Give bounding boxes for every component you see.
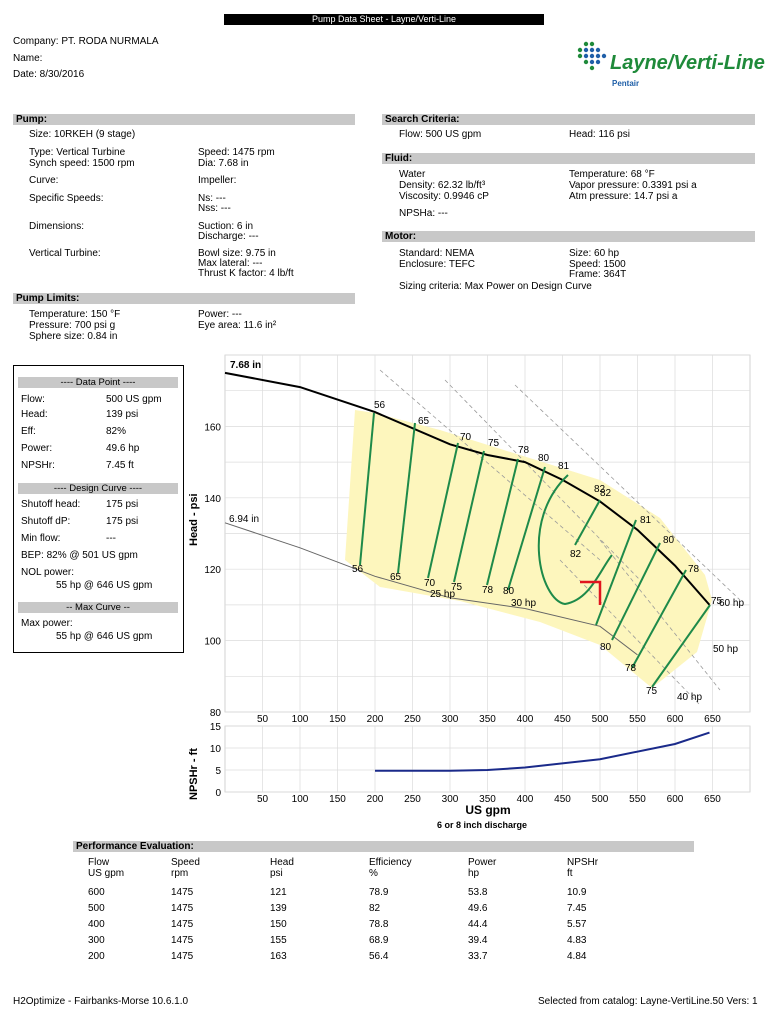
cell-npshr: 5.57 [567,919,587,930]
fluid-density: Density: 62.32 lb/ft³ [399,180,486,191]
cell-npshr: 7.45 [567,903,587,914]
cell-power: 49.6 [468,903,488,914]
limits-section-heading: Pump Limits: [13,293,355,304]
eff-label-top: 82 [594,484,606,495]
limits-pressure: Pressure: 700 psi g [29,320,116,331]
head-x-tick-label: 50 [256,714,269,725]
npsh-y-tick-label: 5 [215,766,221,777]
dp-npshr-label: NPSHr: [21,460,55,471]
cell-head: 163 [270,951,287,962]
cell-npshr: 4.84 [567,951,587,962]
npsh-x-tick-label: 550 [629,794,646,805]
head-y-tick-label: 80 [209,708,221,719]
eff-label-bottom: 78 [482,585,494,596]
col-head-header: Head psi [270,857,294,879]
eff-label-top: 80 [663,535,675,546]
npsh-x-tick-label: 150 [329,794,346,805]
performance-table [88,857,647,967]
flow-axis-title: US gpm [465,803,511,817]
eff-label-top: 81 [640,515,652,526]
power-label-40: 40 hp [677,692,703,703]
col-npshr-header: NPSHr ft [567,857,599,879]
dp-power-value: 49.6 hp [106,443,140,454]
cell-efficiency: 78.9 [369,887,389,898]
cell-head: 150 [270,919,287,930]
max-power-value: 55 hp @ 646 US gpm [56,631,153,642]
head-x-tick-label: 100 [291,714,309,725]
cell-efficiency: 78.8 [369,919,389,930]
dp-flow-value: 500 US gpm [106,394,162,405]
pump-curve-label: Curve: [29,175,59,186]
npsh-chart-grid [225,726,750,792]
npsh-y-tick-label: 10 [209,744,221,755]
dc-nol-value: 55 hp @ 646 US gpm [56,580,153,591]
design-curve-heading: ---- Design Curve ---- [18,483,178,494]
dp-eff-label: Eff: [21,426,36,437]
power-label-50: 50 hp [713,644,739,655]
motor-sizing: Sizing criteria: Max Power on Design Curve [399,281,592,292]
dc-shutoff-head-label: Shutoff head: [21,499,81,510]
eff-label-top: 78 [518,445,530,456]
head-x-tick-label: 650 [704,714,721,725]
search-flow: Flow: 500 US gpm [399,129,482,140]
pump-thrust: Thrust K factor: 4 lb/ft [198,268,294,279]
cell-head: 121 [270,887,287,898]
eff-label-bottom: 70 [424,578,436,589]
motor-size: Size: 60 hp [569,248,620,259]
company-label: Company: PT. RODA NURMALA [13,36,159,47]
logo-brand: Layne/Verti-Line [610,52,765,74]
eff-label-top: 65 [418,416,430,427]
head-x-tick-label: 350 [479,714,496,725]
fluid-viscosity: Viscosity: 0.9946 cP [399,191,489,202]
fluid-npsha: NPSHa: --- [399,208,448,219]
head-x-tick-label: 150 [329,714,346,725]
motor-frame: Frame: 364T [569,269,627,280]
pump-suction: Suction: 6 in [198,221,254,232]
eff-label-top: 82 [600,488,612,499]
cell-flow: 300 [88,935,105,946]
pump-bowl-size: Bowl size: 9.75 in [198,248,276,259]
dc-min-flow-label: Min flow: [21,533,61,544]
head-x-tick-label: 200 [366,714,384,725]
pump-dia: Dia: 7.68 in [198,158,249,169]
cell-speed: 1475 [171,903,194,914]
eff-label-top: 78 [688,564,700,575]
dc-shutoff-dp-value: 175 psi [106,516,139,527]
fluid-temperature: Temperature: 68 °F [569,169,655,180]
eff-label-bottom: 56 [352,564,364,575]
cell-flow: 600 [88,887,105,898]
pump-dimensions: Dimensions: [29,221,85,232]
fluid-vapor-pressure: Vapor pressure: 0.3391 psi a [569,180,697,191]
footer-right: Selected from catalog: Layne-VertiLine.50 Vers: 1 [538,996,758,1007]
table-row [88,903,647,919]
npsh-x-tick-label: 200 [366,794,384,805]
head-x-tick-label: 500 [591,714,609,725]
head-x-tick-label: 600 [666,714,684,725]
page-title: Pump Data Sheet - Layne/Verti-Line [224,14,544,25]
head-y-tick-label: 160 [204,422,221,434]
cell-speed: 1475 [171,935,194,946]
eff-label-bottom: 82 [570,549,582,560]
col-flow-header: Flow US gpm [88,857,125,879]
performance-heading: Performance Evaluation: [73,841,694,852]
pump-section-heading: Pump: [13,114,355,125]
eff-label-top: 75 [488,438,500,449]
dc-bep: BEP: 82% @ 501 US gpm [21,550,138,561]
eff-label-bottom: 80 [503,586,515,597]
fluid-atm-pressure: Atm pressure: 14.7 psi a [569,191,678,202]
cell-power: 53.8 [468,887,488,898]
dc-nol-label: NOL power: [21,567,74,578]
eff-label-top: 80 [538,453,550,464]
eff-label-bottom: 75 [451,582,463,593]
npsh-x-tick-label: 450 [554,794,571,805]
head-y-tick-label: 140 [204,493,221,505]
search-section-heading: Search Criteria: [382,114,755,125]
motor-section-heading: Motor: [382,231,755,242]
eff-label-bottom: 78 [625,663,637,674]
limits-eye-area: Eye area: 11.6 in² [198,320,277,331]
table-row [88,951,647,967]
power-label-25: 25 hp [430,589,456,600]
npsh-y-tick-label: 0 [215,788,221,799]
cell-flow: 200 [88,951,105,962]
cell-speed: 1475 [171,887,194,898]
npsh-axis-title: NPSHr - ft [188,748,200,800]
fluid-water: Water [399,169,426,180]
table-row [88,919,647,935]
max-power-label: Max power: [21,618,73,629]
discharge-note: 6 or 8 inch discharge [436,820,528,830]
cell-speed: 1475 [171,919,194,930]
cell-speed: 1475 [171,951,194,962]
table-row [88,935,647,951]
npsh-curve [375,733,710,771]
dp-head-label: Head: [21,409,48,420]
motor-standard: Standard: NEMA [399,248,475,259]
fluid-section-heading: Fluid: [382,153,755,164]
cell-head: 155 [270,935,287,946]
npsh-x-tick-label: 50 [256,794,269,805]
cell-efficiency: 82 [369,903,381,914]
npsh-x-tick-label: 250 [404,794,421,805]
pump-impeller-label: Impeller: [198,175,237,186]
cell-flow: 400 [88,919,105,930]
table-row [88,887,647,903]
eff-label-top: 81 [558,461,570,472]
col-power-header: Power hp [468,857,497,879]
performance-header-row [88,857,647,879]
npsh-x-tick-label: 300 [441,794,459,805]
cell-head: 139 [270,903,287,914]
data-point-heading: ---- Data Point ---- [18,377,178,388]
eff-label-top: 70 [460,432,472,443]
npsh-x-tick-label: 400 [516,794,534,805]
date-label: Date: 8/30/2016 [13,69,85,80]
eff-label-top: 56 [374,400,386,411]
npsh-axis [210,722,721,805]
pump-ns: Ns: --- [198,193,226,204]
col-speed-header: Speed rpm [171,857,200,879]
head-x-tick-label: 550 [629,714,646,725]
dc-min-flow-value: --- [106,533,116,544]
limits-power: Power: --- [198,309,242,320]
pump-nss: Nss: --- [198,203,231,214]
search-head: Head: 116 psi [569,129,630,140]
cell-npshr: 4.83 [567,935,587,946]
logo-sub: Pentair [612,79,640,88]
power-label-60: 60 hp [719,598,745,609]
dp-power-label: Power: [21,443,53,454]
pump-size: Size: 10RKEH (9 stage) [29,129,136,140]
eff-label-bottom: 65 [390,572,402,583]
eff-label-bottom: 80 [600,642,612,653]
npsh-x-tick-label: 600 [666,794,684,805]
power-label-30: 30 hp [511,598,537,609]
cell-power: 44.4 [468,919,488,930]
pump-discharge: Discharge: --- [198,231,259,242]
head-x-tick-label: 400 [516,714,534,725]
pump-specific-speeds: Specific Speeds: [29,193,104,204]
head-x-tick-label: 250 [404,714,421,725]
head-x-tick-label: 450 [554,714,571,725]
dp-npshr-value: 7.45 ft [106,460,134,471]
dp-flow-label: Flow: [21,394,45,405]
motor-enclosure: Enclosure: TEFC [399,259,475,270]
limits-temperature: Temperature: 150 °F [29,309,121,320]
cell-efficiency: 68.9 [369,935,389,946]
pump-max-lateral: Max lateral: --- [198,258,263,269]
limits-sphere: Sphere size: 0.84 in [29,331,118,342]
npsh-y-tick-label: 15 [209,722,221,733]
cell-flow: 500 [88,903,105,914]
pump-type: Type: Vertical Turbine [29,147,126,158]
dc-shutoff-head-value: 175 psi [106,499,139,510]
max-curve-heading: -- Max Curve -- [18,602,178,613]
pump-speed: Speed: 1475 rpm [198,147,275,158]
footer-left: H2Optimize - Fairbanks-Morse 10.6.1.0 [13,996,189,1007]
npsh-x-tick-label: 500 [591,794,609,805]
name-label: Name: [13,53,43,64]
npsh-curve-line [375,733,710,771]
npsh-x-tick-label: 100 [291,794,309,805]
cell-efficiency: 56.4 [369,951,389,962]
pump-vertical-turbine: Vertical Turbine: [29,248,101,259]
head-axis-title: Head - psi [188,493,200,546]
curve-label-768: 7.68 in [230,360,262,371]
motor-speed: Speed: 1500 [569,259,626,270]
cell-power: 33.7 [468,951,488,962]
eff-label-bottom: 75 [646,686,658,697]
npsh-x-tick-label: 350 [479,794,496,805]
cell-npshr: 10.9 [567,887,587,898]
eff-label-top: 75 [711,596,723,607]
curve-label-694: 6.94 in [229,514,260,525]
dp-head-value: 139 psi [106,409,139,420]
head-y-tick-label: 100 [204,636,221,648]
dp-eff-value: 82% [106,426,127,437]
head-y-tick-label: 120 [204,565,221,577]
pump-synch-speed: Synch speed: 1500 rpm [29,158,135,169]
col-efficiency-header: Efficiency % [369,857,412,879]
cell-power: 39.4 [468,935,488,946]
head-x-tick-label: 300 [441,714,459,725]
npsh-x-tick-label: 650 [704,794,721,805]
dc-shutoff-dp-label: Shutoff dP: [21,516,71,527]
